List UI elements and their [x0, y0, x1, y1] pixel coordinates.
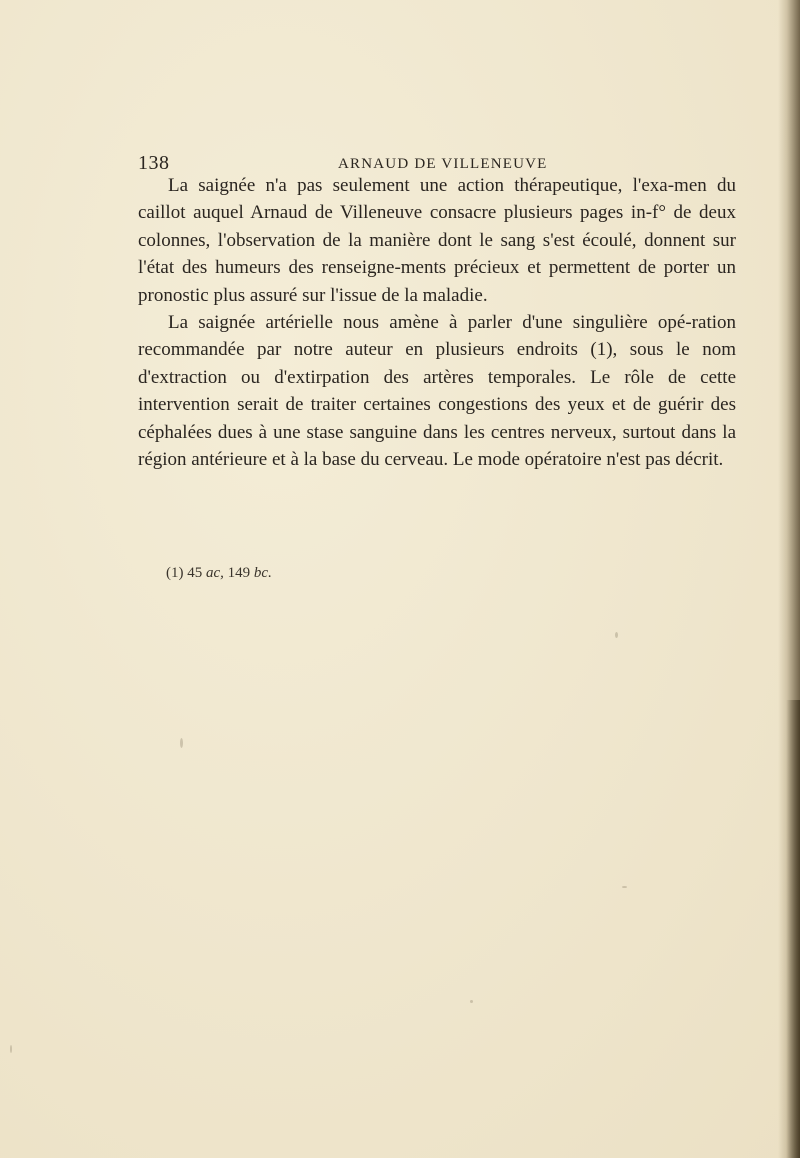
footnote-ref-suffix: bc. — [253, 565, 272, 581]
page-number: 138 — [138, 152, 170, 174]
footnote-ref-suffix: ac, — [206, 565, 224, 581]
paragraph: La saignée artérielle nous amène à parler d'une singulière opé-ration recommandée par notre auteur en plusieurs endroits (1), sous le nom d'extraction ou d'extirpation des artères temporales. Le rôle de cette intervention serait de traiter certaines congestions des yeux et de guérir des céphalées dues à une stase sanguine dans les centres nerveux, surtout dans la région antérieure et à la base du cerveau. Le mode opératoire n'est pas décrit. — [138, 312, 736, 471]
paper-speck — [470, 1000, 473, 1003]
body-text — [138, 172, 736, 473]
footnote — [166, 565, 272, 582]
paper-speck — [180, 738, 183, 748]
paper-speck — [622, 886, 627, 888]
footnote-ref: 149 — [227, 565, 251, 581]
page-edge-shadow-lower — [786, 700, 800, 1158]
footnote-marker: (1) — [166, 565, 184, 581]
footnote-ref: 45 — [187, 565, 203, 581]
paragraph: La saignée n'a pas seulement une action thérapeutique, l'exa-men du caillot auquel Arnaud de Villeneuve consacre plusieurs pages in-f° de deux colonnes, l'observation de la manière dont le sang s'est écoulé, donnent sur l'état des humeurs des renseigne-ments précieux et permettent de porter un pronostic plus assuré sur l'issue de la maladie. — [138, 175, 736, 306]
paper-speck — [615, 632, 618, 638]
paper-speck — [10, 1045, 12, 1053]
running-title: ARNAUD DE VILLENEUVE — [338, 156, 548, 172]
